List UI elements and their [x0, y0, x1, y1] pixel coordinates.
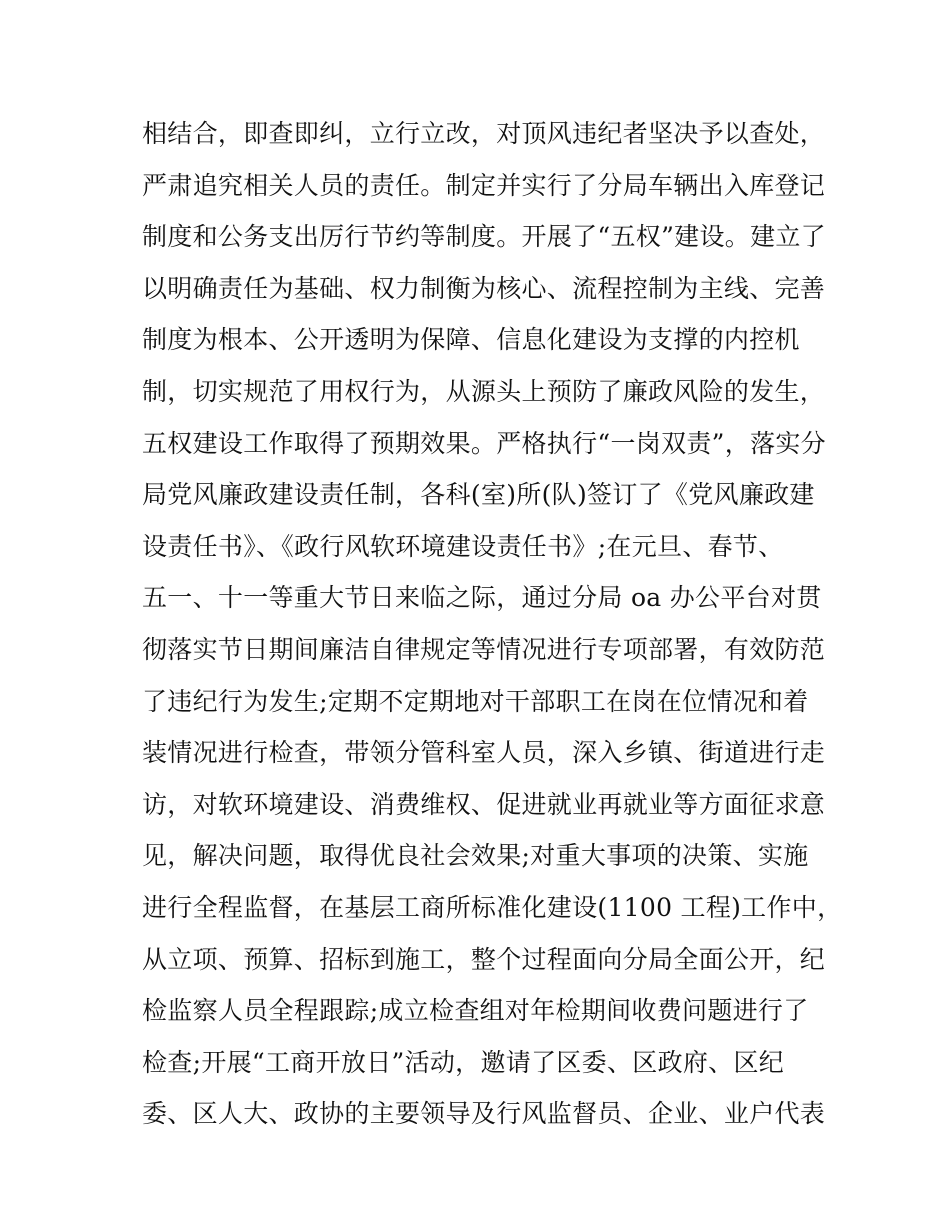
- text-line: 相结合，即查即纠，立行立改，对顶风违纪者坚决予以查处，: [142, 119, 826, 148]
- text-line: 检监察人员全程跟踪;成立检查组对年检期间收费问题进行了: [142, 996, 809, 1026]
- text-line: 五权建设工作取得了预期效果。严格执行“一岗双责”，落实分: [142, 428, 826, 458]
- text-line: 设责任书》、《政行风软环境建设责任书》;在元旦、春节、: [142, 531, 784, 561]
- text-line: 制度和公务支出厉行节约等制度。开展了“五权”建设。建立了: [142, 222, 826, 252]
- text-line: 彻落实节日期间廉洁自律规定等情况进行专项部署，有效防范: [142, 634, 826, 664]
- text-line: 五一、十一等重大节日来临之际，通过分局 oa 办公平台对贯: [142, 583, 822, 613]
- text-line: 严肃追究相关人员的责任。制定并实行了分局车辆出入库登记: [142, 170, 826, 200]
- text-line: 见，解决问题，取得优良社会效果;对重大事项的决策、实施: [142, 841, 809, 871]
- text-line: 访，对软环境建设、消费维权、促进就业再就业等方面征求意: [142, 789, 826, 819]
- text-line: 以明确责任为基础、权力制衡为核心、流程控制为主线、完善: [142, 273, 826, 303]
- text-line: 检查;开展“工商开放日”活动，邀请了区委、区政府、区纪: [142, 1047, 785, 1077]
- text-line: 委、区人大、政协的主要领导及行风监督员、企业、业户代表: [142, 1099, 826, 1129]
- text-line: 制，切实规范了用权行为，从源头上预防了廉政风险的发生，: [142, 376, 826, 406]
- text-line: 了违纪行为发生;定期不定期地对干部职工在岗在位情况和着: [142, 686, 809, 716]
- text-line: 进行全程监督，在基层工商所标准化建设(1100 工程)工作中，: [142, 892, 843, 922]
- text-line: 局党风廉政建设责任制，各科(室)所(队)签订了《党风廉政建: [142, 480, 815, 510]
- body-text: [142, 108, 843, 1140]
- text-line: 从立项、预算、招标到施工，整个过程面向分局全面公开，纪: [142, 944, 826, 974]
- text-line: 装情况进行检查，带领分管科室人员，深入乡镇、街道进行走: [142, 738, 826, 768]
- text-line: 制度为根本、公开透明为保障、信息化建设为支撑的内控机: [142, 325, 800, 355]
